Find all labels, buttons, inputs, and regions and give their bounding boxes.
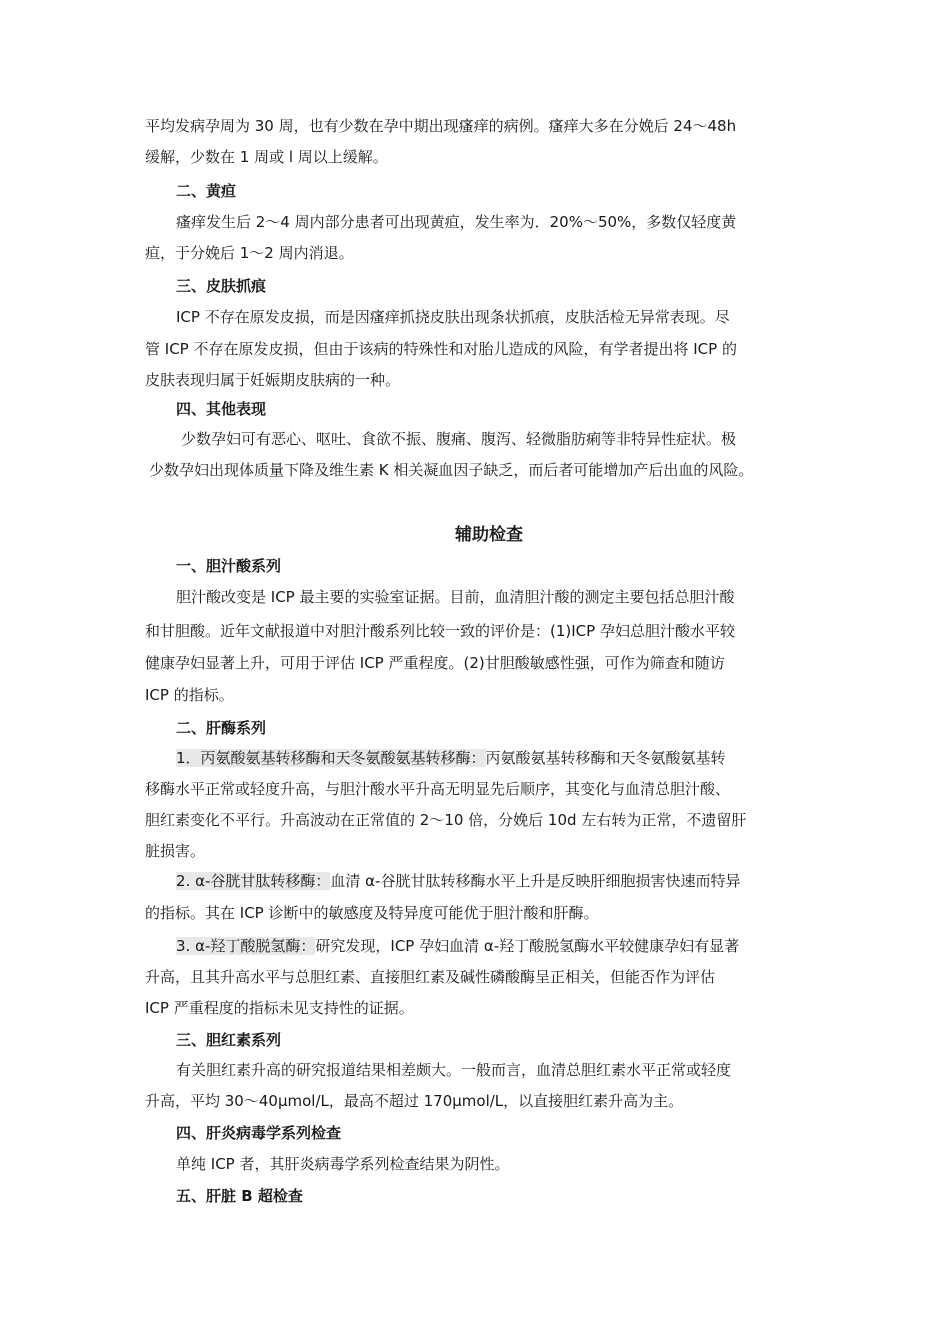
section-heading: 四、其他表现 bbox=[176, 400, 267, 418]
paragraph-line: 胆汁酸改变是 ICP 最主要的实验室证据。目前，血清胆汁酸的测定主要包括总胆汁酸 bbox=[176, 588, 735, 606]
section-heading: 三、皮肤抓痕 bbox=[176, 277, 267, 295]
paragraph-line: ICP 的指标。 bbox=[145, 686, 234, 704]
section-heading: 二、肝酶系列 bbox=[176, 719, 267, 737]
paragraph-line: 移酶水平正常或轻度升高，与胆汁酸水平升高无明显先后顺序，其变化与血清总胆汁酸、 bbox=[145, 780, 731, 798]
paragraph-line: 1．丙氨酸氨基转移酶和天冬氨酸氨基转移酶：丙氨酸氨基转移酶和天冬氨酸氨基转 bbox=[176, 749, 726, 767]
paragraph-line: 2. α-谷胱甘肽转移酶：血清 α-谷胱甘肽转移酶水平上升是反映肝细胞损害快速而特异 bbox=[176, 872, 741, 890]
paragraph-line: 升高，且其升高水平与总胆红素、直接胆红素及碱性磷酸酶呈正相关，但能否作为评估 bbox=[145, 968, 716, 986]
section-heading: 一、胆汁酸系列 bbox=[176, 557, 282, 575]
chapter-title: 辅助检查 bbox=[455, 525, 523, 545]
paragraph-line: ICP 严重程度的指标未见支持性的证据。 bbox=[145, 999, 414, 1017]
highlighted-term: 2. α-谷胱甘肽转移酶： bbox=[176, 872, 331, 890]
paragraph-line: 皮肤表现归属于妊娠期皮肤病的一种。 bbox=[145, 371, 401, 389]
paragraph-line: 单纯 ICP 者，其肝炎病毒学系列检查结果为阴性。 bbox=[176, 1155, 510, 1173]
paragraph-line: 缓解，少数在 1 周或 l 周以上缓解。 bbox=[145, 148, 388, 166]
paragraph-line: 少数孕妇可有恶心、呕吐、食欲不振、腹痛、腹泻、轻微脂肪痢等非特异性症状。极 bbox=[181, 430, 737, 448]
highlighted-term: 1．丙氨酸氨基转移酶和天冬氨酸氨基转移酶： bbox=[176, 749, 486, 767]
section-heading: 五、肝脏 B 超检查 bbox=[176, 1187, 303, 1205]
paragraph-line: 管 ICP 不存在原发皮损，但由于该病的特殊性和对胎儿造成的风险，有学者提出将 ICP 的 bbox=[145, 340, 737, 358]
paragraph-line: 疸，于分娩后 1～2 周内消退。 bbox=[145, 244, 354, 262]
paragraph-line: 升高，平均 30～40μmol/L，最高不超过 170μmol/L，以直接胆红素升高为主。 bbox=[145, 1092, 684, 1110]
paragraph-line: 胆红素变化不平行。升高波动在正常值的 2～10 倍，分娩后 10d 左右转为正常，不遗留肝 bbox=[145, 811, 747, 829]
paragraph-line: 3. α-羟丁酸脱氢酶：研究发现，ICP 孕妇血清 α-羟丁酸脱氢酶水平较健康孕妇有显著 bbox=[176, 937, 740, 955]
paragraph-line: 瘙痒发生后 2～4 周内部分患者可出现黄疸，发生率为．20%～50%，多数仅轻度黄 bbox=[176, 213, 737, 231]
highlighted-term: 3. α-羟丁酸脱氢酶： bbox=[176, 937, 316, 955]
section-heading: 四、肝炎病毒学系列检查 bbox=[176, 1124, 342, 1142]
section-heading: 二、黄疸 bbox=[176, 182, 237, 200]
section-heading: 三、胆红素系列 bbox=[176, 1031, 282, 1049]
paragraph-line: 少数孕妇出现体质量下降及维生素 K 相关凝血因子缺乏，而后者可能增加产后出血的风险。 bbox=[149, 461, 754, 479]
paragraph-line: 和甘胆酸。近年文献报道中对胆汁酸系列比较一致的评价是：(1)ICP 孕妇总胆汁酸水平较 bbox=[145, 622, 735, 640]
paragraph-line: 有关胆红素升高的研究报道结果相差颇大。一般而言，血清总胆红素水平正常或轻度 bbox=[176, 1061, 732, 1079]
paragraph-line: ICP 不存在原发皮损，而是因瘙痒抓挠皮肤出现条状抓痕，皮肤活检无异常表现。尽 bbox=[176, 308, 730, 326]
paragraph-line: 的指标。其在 ICP 诊断中的敏感度及特异度可能优于胆汁酸和肝酶。 bbox=[145, 904, 599, 922]
paragraph-line: 脏损害。 bbox=[145, 842, 206, 860]
paragraph-line: 平均发病孕周为 30 周，也有少数在孕中期出现瘙痒的病例。瘙痒大多在分娩后 24～48h bbox=[145, 117, 737, 135]
paragraph-line: 健康孕妇显著上升，可用于评估 ICP 严重程度。(2)甘胆酸敏感性强，可作为筛查和随访 bbox=[145, 654, 725, 672]
